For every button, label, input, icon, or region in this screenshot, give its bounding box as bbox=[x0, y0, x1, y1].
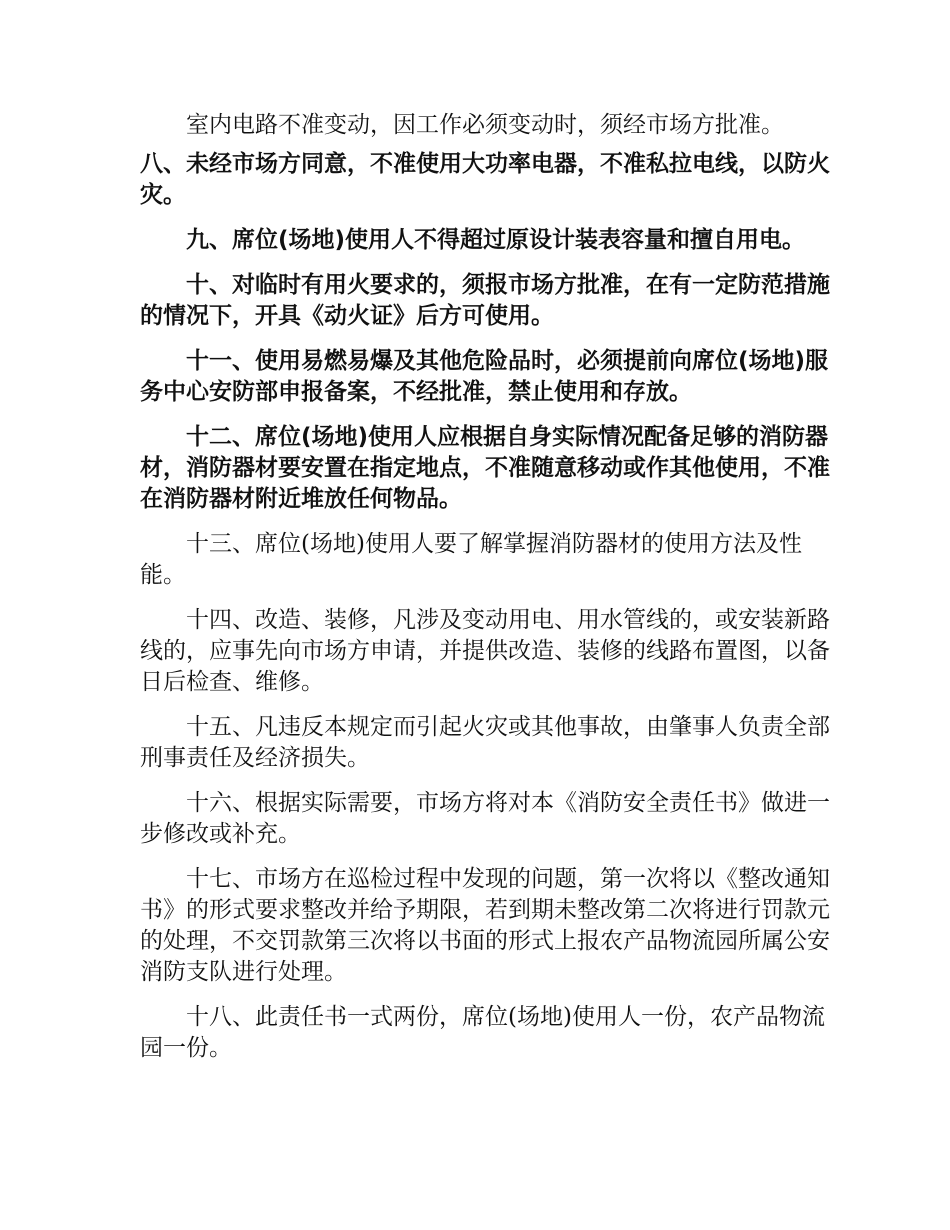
paragraph-item-17: 十七、市场方在巡检过程中发现的问题，第一次将以《整改通知书》的形式要求整改并给予期限，若到期未整改第二次将进行罚款元的处理，不交罚款第三次将以书面的形式上报农产品物流园所属公安消防支队进行处理。 bbox=[140, 866, 830, 985]
paragraph-indoor-circuit: 室内电路不准变动，因工作必须变动时，须经市场方批准。 bbox=[186, 112, 784, 138]
paragraph-item-18: 十八、此责任书一式两份，席位(场地)使用人一份，农产品物流园一份。 bbox=[140, 1004, 825, 1061]
paragraph-item-10: 十、对临时有用火要求的，须报市场方批准，在有一定防范措施的情况下，开具《动火证》后方可使用。 bbox=[140, 272, 830, 329]
paragraph-item-13: 十三、席位(场地)使用人要了解掌握消防器材的使用方法及性能。 bbox=[140, 531, 802, 588]
paragraph-item-16: 十六、根据实际需要，市场方将对本《消防安全责任书》做进一步修改或补充。 bbox=[140, 790, 830, 847]
paragraph-item-12: 十二、席位(场地)使用人应根据自身实际情况配备足够的消防器材，消防器材要安置在指定地点，不准随意移动或作其他使用，不准在消防器材附近堆放任何物品。 bbox=[140, 424, 830, 512]
paragraph-item-11: 十一、使用易燃易爆及其他危险品时，必须提前向席位(场地)服务中心安防部申报备案，不经批准，禁止使用和存放。 bbox=[140, 348, 829, 405]
document-body bbox=[140, 110, 830, 1078]
paragraph-item-14: 十四、改造、装修，凡涉及变动用电、用水管线的，或安装新路线的，应事先向市场方申请，并提供改造、装修的线路布置图，以备日后检查、维修。 bbox=[140, 607, 830, 695]
paragraph-item-8: 八、未经市场方同意，不准使用大功率电器，不准私拉电线，以防火灾。 bbox=[140, 151, 830, 208]
paragraph-item-9: 九、席位(场地)使用人不得超过原设计装表容量和擅自用电。 bbox=[186, 227, 806, 253]
paragraph-item-15: 十五、凡违反本规定而引起火灾或其他事故，由肇事人负责全部刑事责任及经济损失。 bbox=[140, 714, 830, 771]
